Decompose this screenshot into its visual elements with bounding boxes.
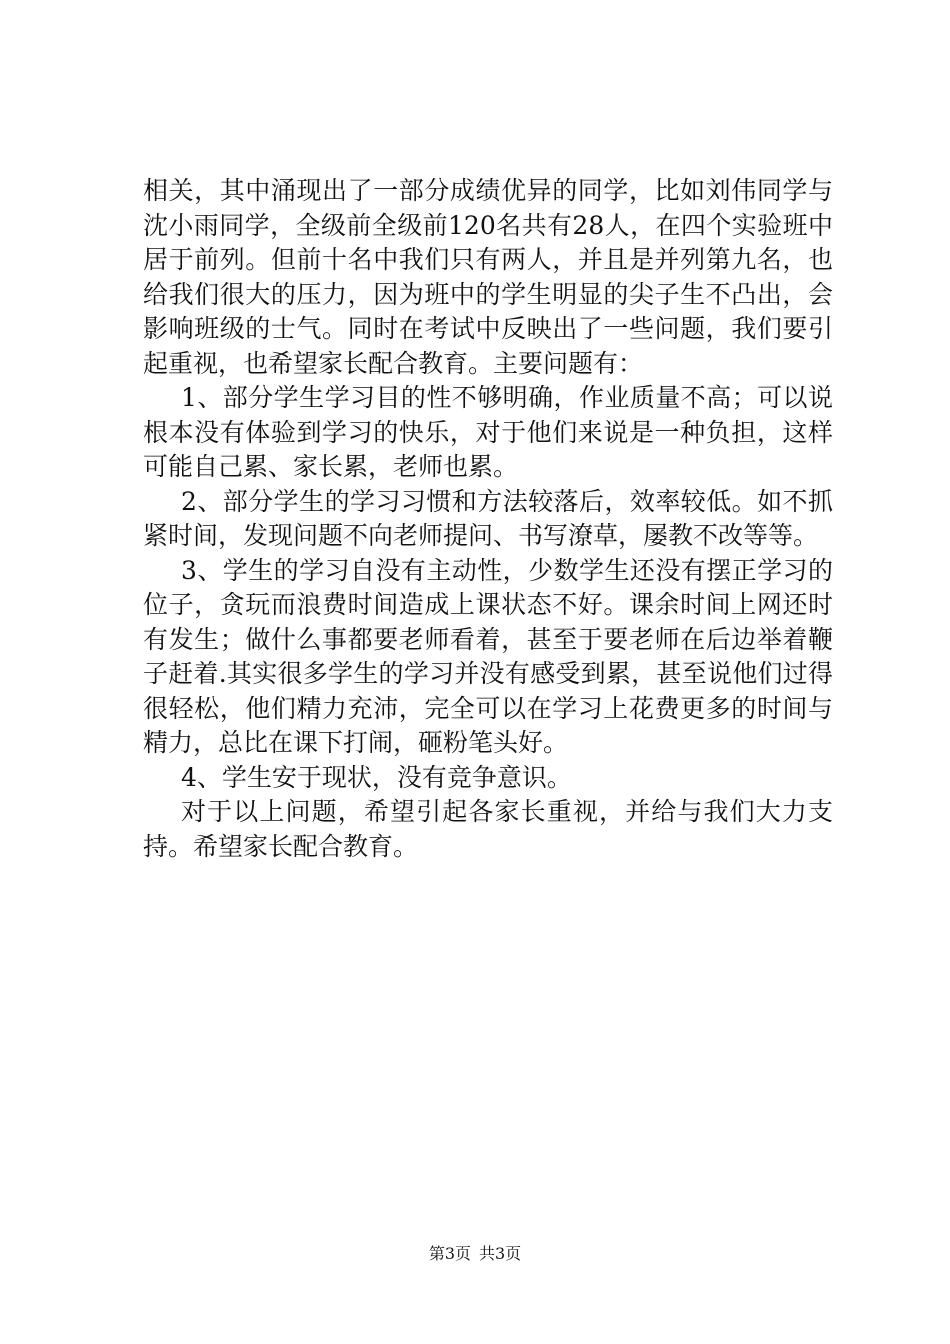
page-footer xyxy=(0,1244,950,1264)
paragraph-issue-1: 1、部分学生学习目的性不够明确，作业质量不高；可以说根本没有体验到学习的快乐，对于他们来说是一种负担，这样可能自己累、家长累，老师也累。 xyxy=(143,383,833,481)
paragraph-conclusion: 对于以上问题，希望引起各家长重视，并给与我们大力支持。希望家长配合教育。 xyxy=(143,797,833,861)
paragraph-intro: 相关，其中涌现出了一部分成绩优异的同学，比如刘伟同学与沈小雨同学，全级前全级前120名共有28人，在四个实验班中居于前列。但前十名中我们只有两人，并且是并列第九名，也给我们很大的压力，因为班中的学生明显的尖子生不凸出，会影响班级的士气。同时在考试中反映出了一些问题，我们要引起重视，也希望家长配合教育。主要问题有： xyxy=(143,176,833,378)
document-body xyxy=(143,174,833,864)
paragraph-issue-2: 2、部分学生的学习习惯和方法较落后，效率较低。如不抓紧时间，发现问题不向老师提问、书写潦草，屡教不改等等。 xyxy=(143,486,833,550)
page-total: 共3页 xyxy=(479,1244,522,1263)
paragraph-issue-3: 3、学生的学习自没有主动性，少数学生还没有摆正学习的位子，贪玩而浪费时间造成上课状态不好。课余时间上网还时有发生；做什么事都要老师看着，甚至于要老师在后边举着鞭子赶着.其实很多学生的学习并没有感受到累，甚至说他们过得很轻松，他们精力充沛，完全可以在学习上花费更多的时间与精力，总比在课下打闹，砸粉笔头好。 xyxy=(143,555,833,757)
paragraph-issue-4: 4、学生安于现状，没有竞争意识。 xyxy=(181,762,572,792)
page-number: 第3页 xyxy=(428,1244,471,1263)
